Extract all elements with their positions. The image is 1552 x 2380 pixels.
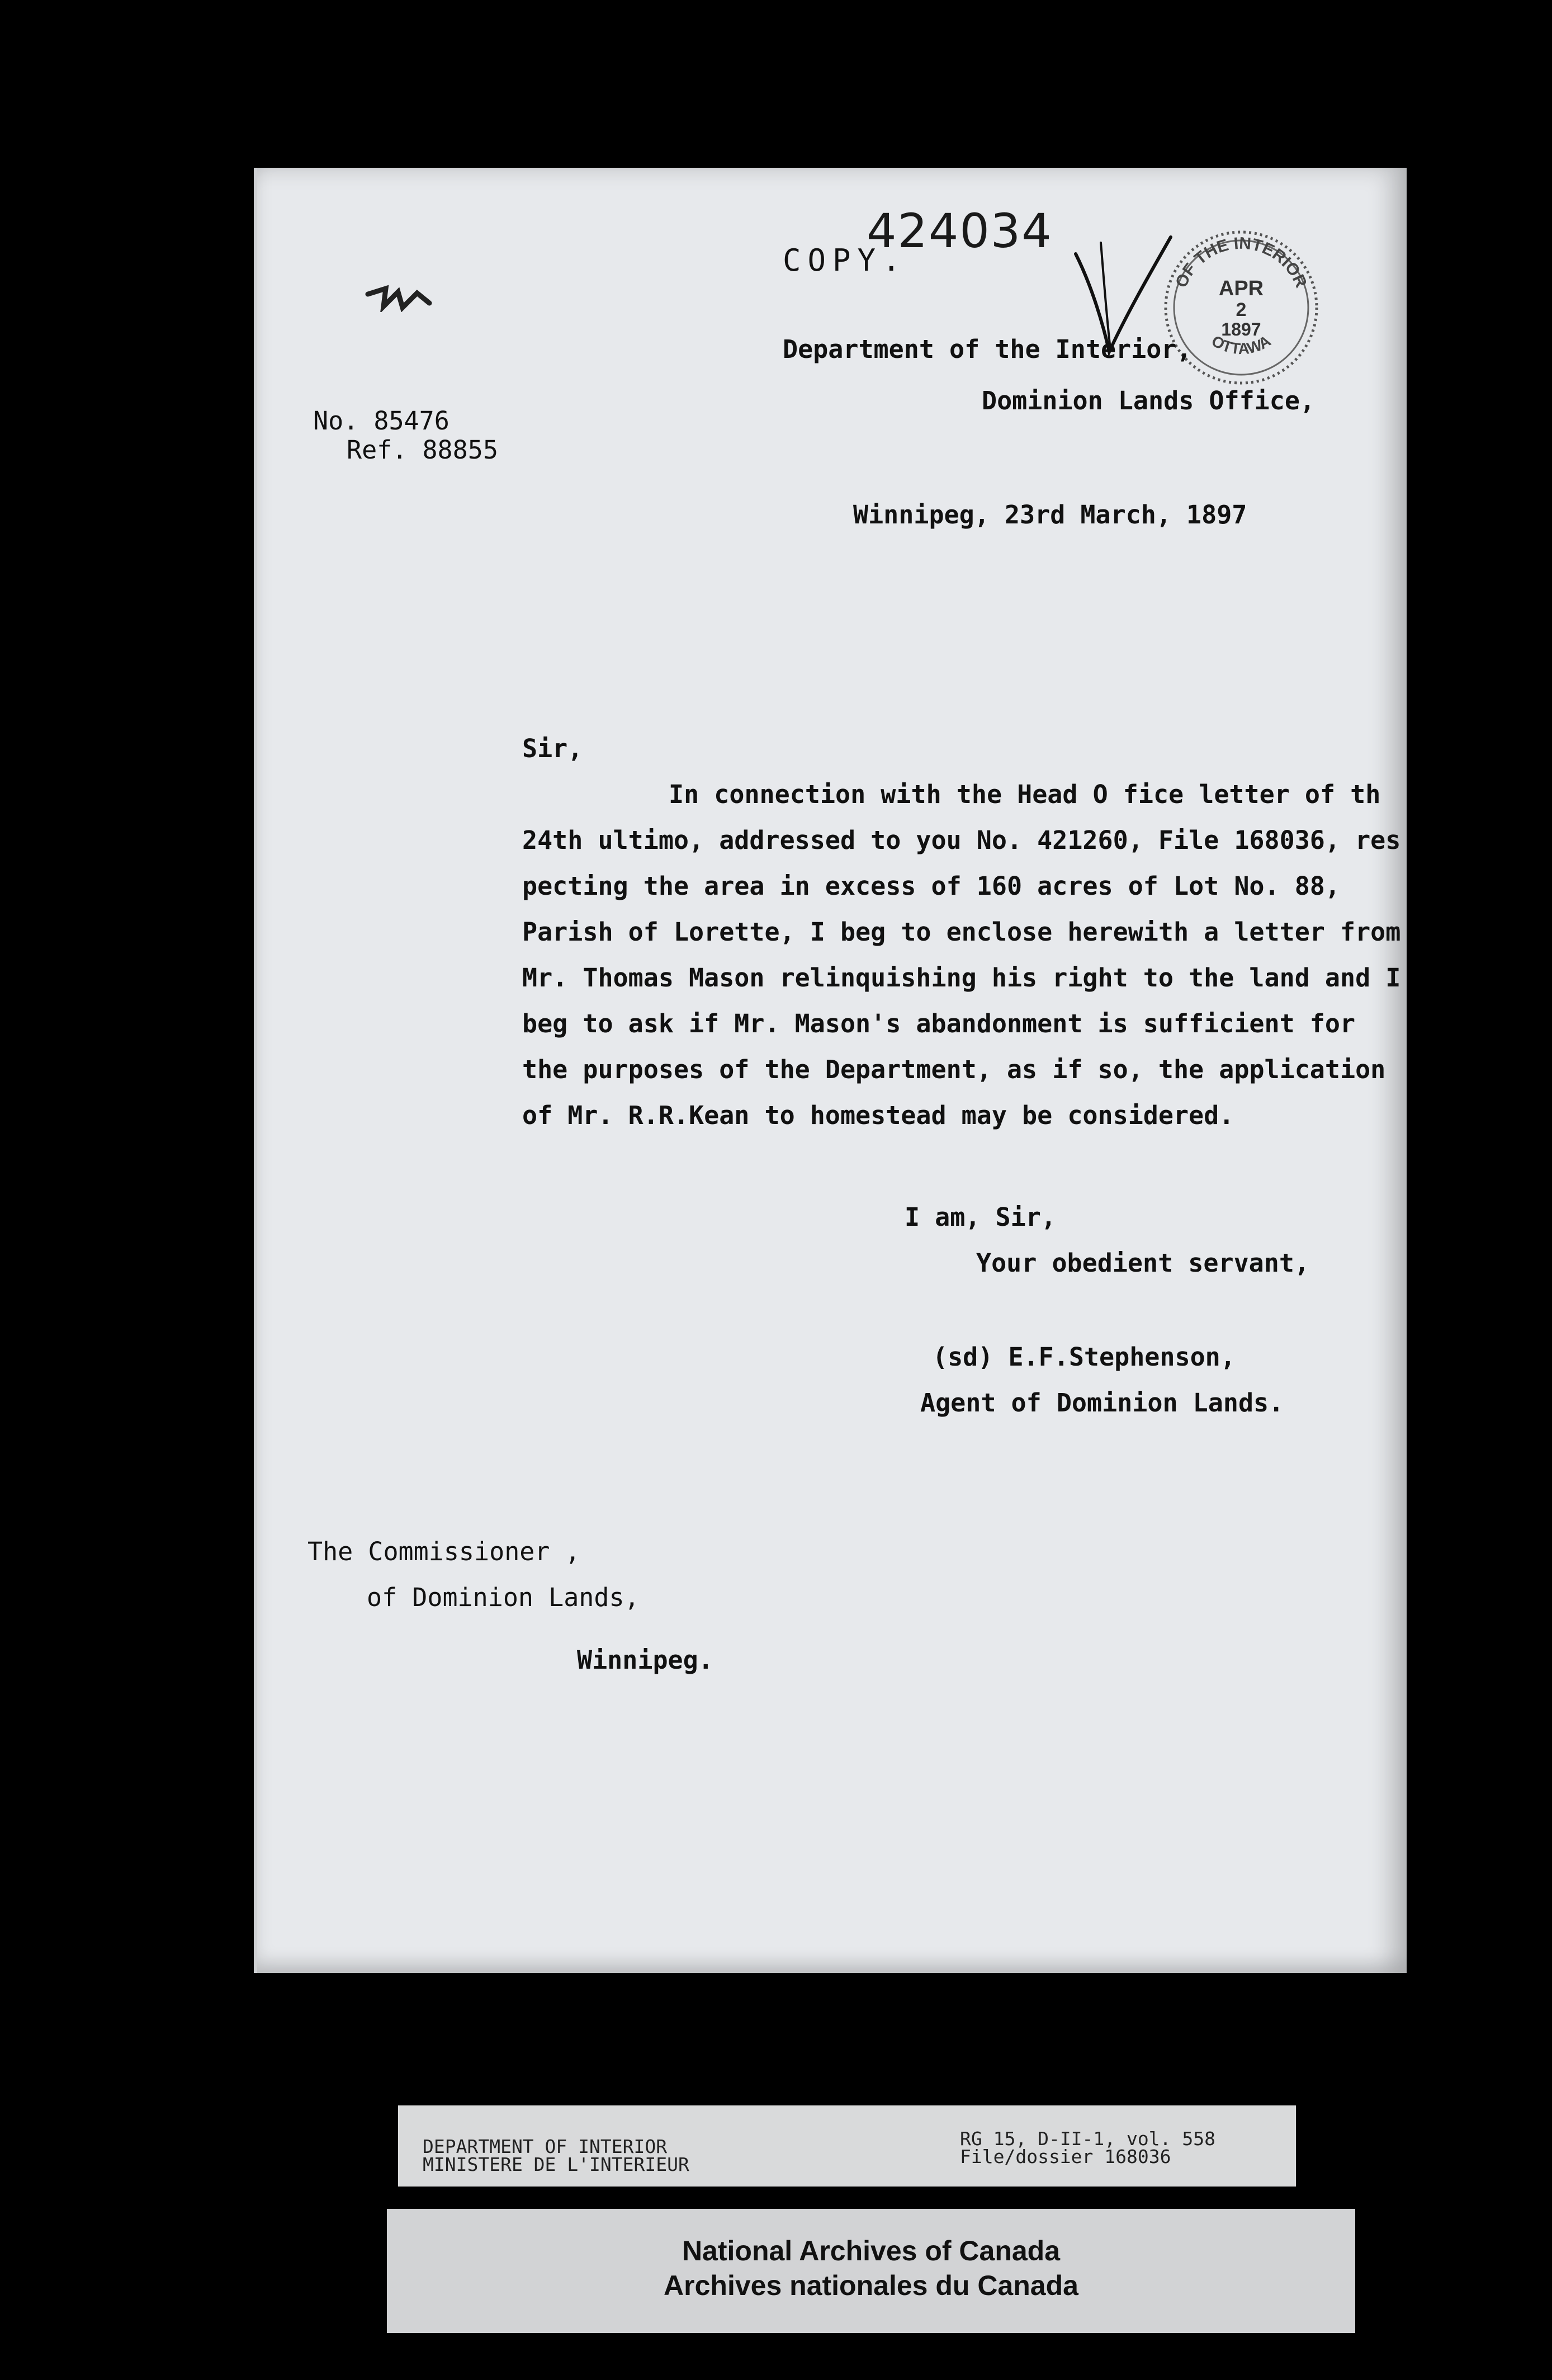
closing-servant: Your obedient servant, <box>976 1248 1310 1278</box>
archive-name-french: Archives nationales du Canada <box>664 2270 1078 2301</box>
file-number: 424034 <box>867 204 1053 258</box>
stamp-day: 2 <box>1236 299 1247 320</box>
archive-reference: RG 15, D-II-1, vol. 558 <box>960 2128 1215 2150</box>
salutation: Sir, <box>522 734 583 763</box>
body-line: pecting the area in excess of 160 acres of Lot No. 88, <box>522 871 1340 901</box>
ink-smudge-mark <box>363 284 436 312</box>
copy-label: COPY. <box>783 243 907 278</box>
department-french: MINISTERE DE L'INTERIEUR <box>423 2154 689 2175</box>
date-line: Winnipeg, 23rd March, 1897 <box>853 500 1247 530</box>
document-page <box>254 168 1407 1973</box>
addressee-city: Winnipeg. <box>577 1645 713 1675</box>
heading-department: Department of the Interior, <box>783 334 1192 364</box>
body-line: Parish of Lorette, I beg to enclose herewith a letter from <box>522 917 1401 947</box>
addressee-title: The Commissioner , <box>307 1537 580 1566</box>
body-line: In connection with the Head O fice letter of th <box>669 780 1381 809</box>
body-line: beg to ask if Mr. Mason's abandonment is sufficient for <box>522 1009 1356 1038</box>
body-line: of Mr. R.R.Kean to homestead may be considered. <box>522 1101 1234 1130</box>
department-english: DEPARTMENT OF INTERIOR <box>423 2136 668 2157</box>
closing-greeting: I am, Sir, <box>905 1202 1056 1232</box>
date-stamp <box>1157 224 1325 391</box>
signature-name: (sd) E.F.Stephenson, <box>933 1342 1236 1372</box>
stamp-year: 1897 <box>1221 319 1261 339</box>
heading-office: Dominion Lands Office, <box>982 386 1316 415</box>
body-line: the purposes of the Department, as if so, the application <box>522 1055 1386 1084</box>
body-line: 24th ultimo, addressed to you No. 421260, File 168036, res <box>522 825 1401 855</box>
body-line: Mr. Thomas Mason relinquishing his right to the land and I <box>522 963 1401 993</box>
archive-name-english: National Archives of Canada <box>682 2235 1061 2266</box>
stamp-top-text: OF THE INTERIOR <box>1172 234 1310 291</box>
addressee-office: of Dominion Lands, <box>367 1583 640 1612</box>
archive-file: File/dossier 168036 <box>960 2146 1171 2168</box>
archive-reference-label <box>398 2105 1296 2187</box>
ref-number: No. 85476 <box>313 406 449 436</box>
ref-reference: Ref. 88855 <box>347 435 498 465</box>
signature-title: Agent of Dominion Lands. <box>920 1388 1284 1418</box>
archive-banner <box>387 2209 1355 2333</box>
stamp-bottom-text: OTTAWA <box>1208 332 1274 358</box>
stamp-month: APR <box>1218 277 1264 300</box>
